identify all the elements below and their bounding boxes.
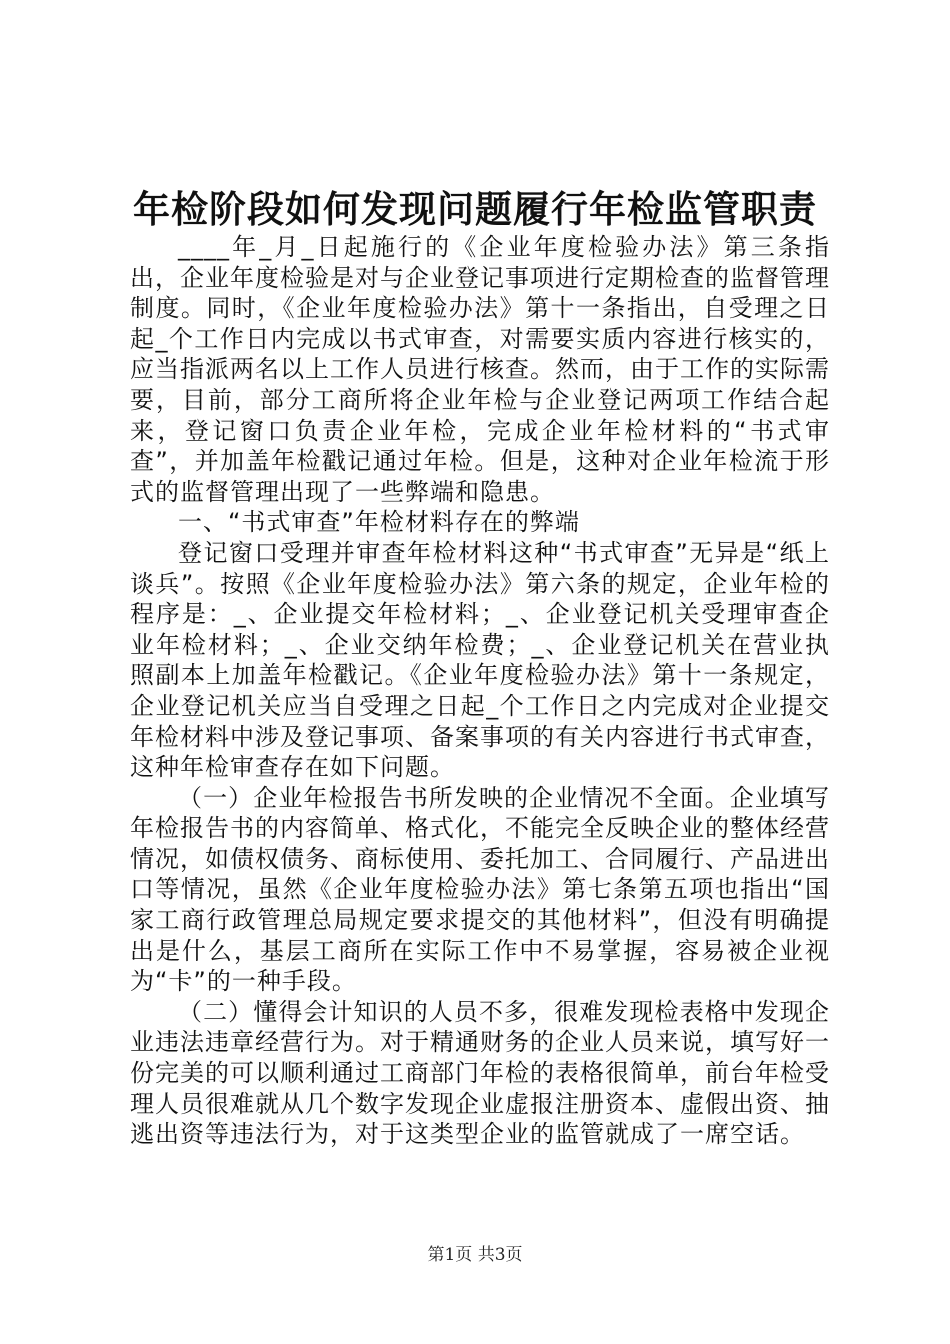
page-footer: 第1页 共3页 bbox=[427, 1245, 523, 1265]
paragraph-intro: ____年_月_日起施行的《企业年度检验办法》第三条指出，企业年度检验是对与企业登记事项进行定期检查的监督管理制度。同时，《企业年度检验办法》第十一条指出，自受理之日起_个工作日内完成以书式审查，对需要实质内容进行核实的，应当指派两名以上工作人员进行核查。然而，由于工作的实际需要，目前，部分工商所将企业年检与企业登记两项工作结合起来，登记窗口负责企业年检，完成企业年检材料的“书式审查”，并加盖年检戳记通过年检。但是，这种对企业年检流于形式的监督管理出现了一些弊端和隐患。 bbox=[130, 233, 830, 506]
section-heading: 一、“书式审查”年检材料存在的弊端 bbox=[178, 508, 580, 537]
document-title: 年检阶段如何发现问题履行年检监管职责 bbox=[133, 187, 817, 231]
paragraph-item-1: （一）企业年检报告书所发映的企业情况不全面。企业填写年检报告书的内容简单、格式化，不能完全反映企业的整体经营情况，如债权债务、商标使用、委托加工、合同履行、产品进出口等情况，虽然《企业年度检验办法》第七条第五项也指出“国家工商行政管理总局规定要求提交的其他材料”，但没有明确提出是什么，基层工商所在实际工作中不易掌握，容易被企业视为“卡”的一种手段。 bbox=[130, 783, 830, 996]
document-body bbox=[130, 232, 830, 1150]
paragraph-section-1: 登记窗口受理并审查年检材料这种“书式审查”无异是“纸上谈兵”。按照《企业年度检验办法》第六条的规定，企业年检的程序是：_、企业提交年检材料；_、企业登记机关受理审查企业年检材料；_、企业交纳年检费；_、企业登记机关在营业执照副本上加盖年检戳记。《企业年度检验办法》第十一条规定，企业登记机关应当自受理之日起_个工作日之内完成对企业提交年检材料中涉及登记事项、备案事项的有关内容进行书式审查，这种年检审查存在如下问题。 bbox=[130, 538, 830, 782]
paragraph-item-2: （二）懂得会计知识的人员不多，很难发现检表格中发现企业违法违章经营行为。对于精通财务的企业人员来说，填写好一份完美的可以顺利通过工商部门年检的表格很简单，前台年检受理人员很难就从几个数字发现企业虚报注册资本、虚假出资、抽逃出资等违法行为，对于这类型企业的监管就成了一席空话。 bbox=[130, 997, 830, 1149]
